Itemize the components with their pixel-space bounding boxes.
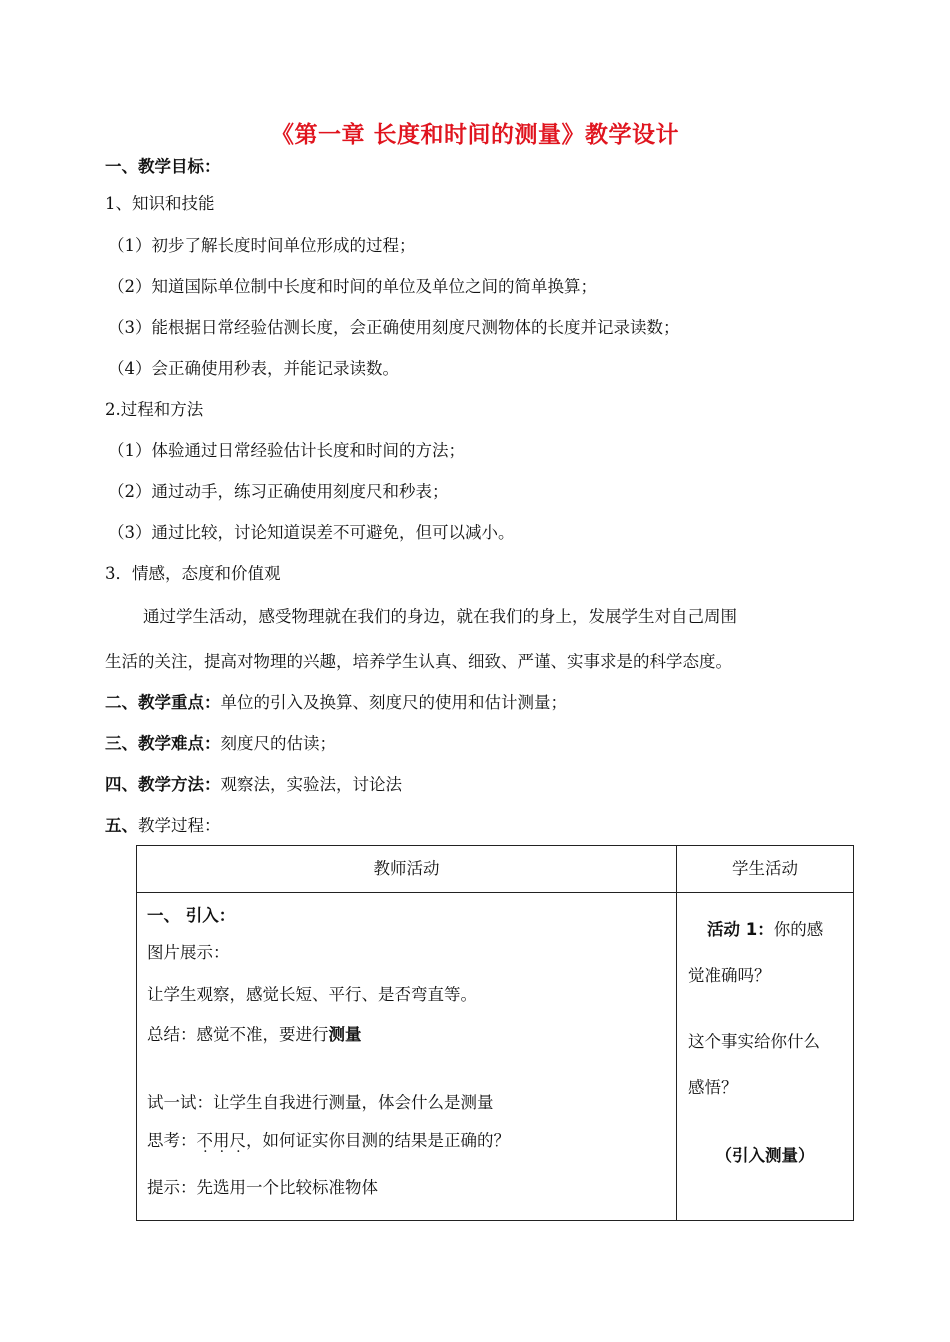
teacher-intro-heading: 一、 引入： [147, 906, 236, 925]
teacher-activity-header: 教师活动 [373, 859, 440, 878]
process-item: （3）通过比较，讨论知道误差不可避免，但可以减小。 [108, 523, 515, 542]
teacher-summary-bold: 测量 [328, 1025, 362, 1044]
method-text: 观察法，实验法，讨论法 [220, 775, 402, 794]
teacher-think-rest: ，如何证实你目测的结果是正确的？ [246, 1131, 510, 1150]
process-heading: 2.过程和方法 [105, 400, 204, 419]
teacher-line: 提示：先选用一个比较标准物体 [147, 1178, 378, 1197]
knowledge-item: （4）会正确使用秒表，并能记录读数。 [108, 359, 399, 378]
teacher-line: 试一试：让学生自我进行测量，体会什么是测量 [147, 1093, 494, 1112]
method-row [105, 771, 402, 795]
procedure-text: 教学过程： [138, 816, 221, 835]
difficulty-row [105, 730, 336, 754]
knowledge-item: （2）知道国际单位制中长度和时间的单位及单位之间的简单换算； [108, 277, 597, 296]
emotion-heading: 3．情感，态度和价值观 [105, 564, 281, 583]
student-activity-header: 学生活动 [732, 859, 798, 878]
difficulty-text: 刻度尺的估读； [220, 734, 336, 753]
section-objectives-heading: 一、教学目标： [105, 157, 221, 176]
page-title: 《第一章 长度和时间的测量》教学设计 [270, 122, 679, 148]
student-activity-text: 你的感 [773, 920, 824, 939]
student-line: 觉准确吗？ [688, 966, 771, 985]
teacher-think-prefix: 思考： [147, 1131, 197, 1150]
teacher-line: 让学生观察，感觉长短、平行、是否弯直等。 [147, 985, 477, 1004]
knowledge-heading: 1、知识和技能 [105, 194, 215, 213]
teacher-summary-text: 总结：感觉不准，要进行 [147, 1025, 329, 1044]
difficulty-label: 三、教学难点： [105, 734, 221, 753]
teacher-line: 图片展示： [147, 943, 230, 962]
emphasis-char: 用 [213, 1131, 230, 1150]
emotion-paragraph-line: 通过学生活动，感受物理就在我们的身边，就在我们的身上，发展学生对自己周围 [143, 607, 737, 626]
key-point-text: 单位的引入及换算、刻度尺的使用和估计测量； [220, 693, 567, 712]
table-header-divider [137, 892, 853, 893]
emphasis-char: 不 [196, 1131, 213, 1150]
process-item: （1）体验通过日常经验估计长度和时间的方法； [108, 441, 465, 460]
student-activity-line [707, 916, 823, 940]
student-line: 这个事实给你什么 [688, 1032, 820, 1051]
teacher-think-line [147, 1127, 510, 1151]
procedure-row [105, 812, 221, 836]
knowledge-item: （3）能根据日常经验估测长度，会正确使用刻度尺测物体的长度并记录读数； [108, 318, 680, 337]
teaching-process-table [136, 845, 854, 1221]
key-point-row [105, 689, 567, 713]
method-label: 四、教学方法： [105, 775, 221, 794]
process-item: （2）通过动手，练习正确使用刻度尺和秒表； [108, 482, 449, 501]
emotion-paragraph-line: 生活的关注，提高对物理的兴趣，培养学生认真、细致、严谨、实事求是的科学态度。 [105, 652, 732, 671]
key-point-label: 二、教学重点： [105, 693, 221, 712]
knowledge-item: （1）初步了解长度时间单位形成的过程； [108, 236, 416, 255]
student-conclusion: （引入测量） [715, 1146, 815, 1165]
emphasis-char: 尺 [229, 1131, 246, 1150]
procedure-label: 五、 [105, 816, 138, 835]
student-line: 感悟？ [688, 1078, 738, 1097]
teacher-summary-line [147, 1021, 362, 1045]
student-activity-label: 活动 1： [707, 920, 774, 939]
